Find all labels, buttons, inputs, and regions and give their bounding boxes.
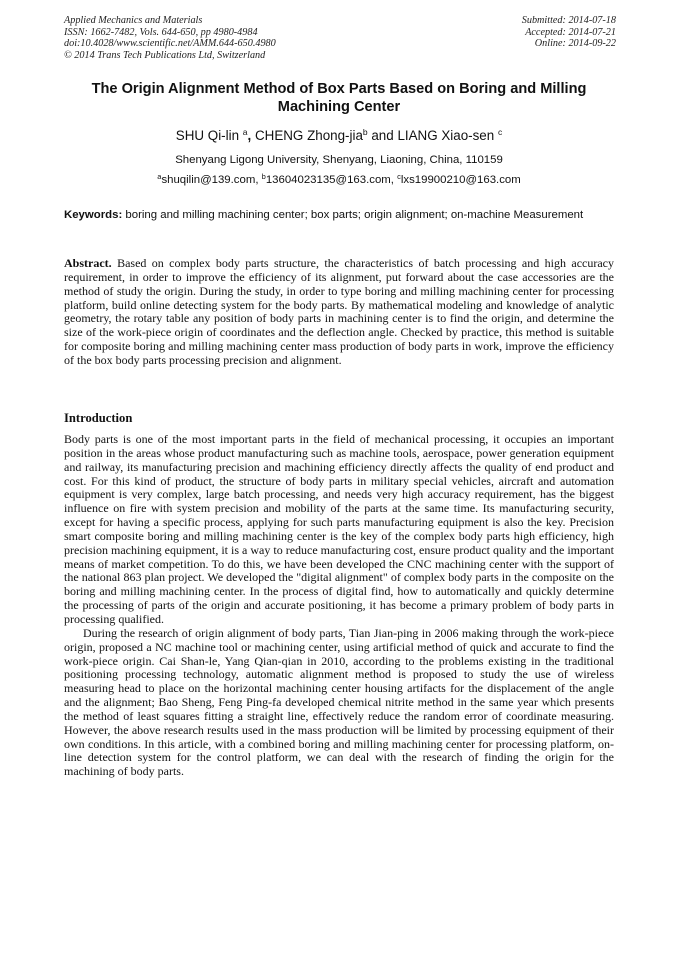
copyright-line: © 2014 Trans Tech Publications Ltd, Switzerland <box>64 49 266 61</box>
keywords-label: Keywords: <box>64 209 123 221</box>
submitted-date: Submitted: 2014-07-18 <box>521 15 616 26</box>
abstract-block <box>64 257 614 368</box>
email-superscript: c <box>397 172 401 181</box>
author-conjunction: and <box>371 128 394 143</box>
email-address: shuqilin@139.com, <box>161 174 259 186</box>
accepted-date: Accepted: 2014-07-21 <box>525 26 616 38</box>
doi-line: doi:10.4028/www.scientific.net/AMM.644-650.4980 <box>64 38 276 50</box>
email-superscript: a <box>157 172 162 181</box>
author-list <box>64 128 614 144</box>
author-superscript: a <box>242 127 248 137</box>
affiliation: Shenyang Ligong University, Shenyang, Liaoning, China, 110159 <box>175 154 503 166</box>
email-address: 13604023135@163.com, <box>265 174 394 186</box>
journal-info <box>64 15 276 61</box>
issn-line: ISSN: 1662-7482, Vols. 644-650, pp 4980-4984 <box>64 26 258 38</box>
email-superscript: b <box>261 172 266 181</box>
keywords-block <box>64 208 614 222</box>
author-name: CHENG Zhong-jia <box>254 128 363 143</box>
keywords-text: boring and milling machining center; box parts; origin alignment; on-machine Measurement <box>125 209 584 221</box>
introduction-heading: Introduction <box>64 411 133 425</box>
online-date: Online: 2014-09-22 <box>534 38 616 50</box>
author-superscript: c <box>497 127 503 137</box>
submission-dates <box>522 15 616 50</box>
author-emails <box>64 173 614 187</box>
paragraph: During the research of origin alignment of body parts, Tian Jian-ping in 2006 making through the work-piece origin, proposed a NC machine tool or machining center, using artificial method of quick and accurate to find the work-piece origin. Cai Shan-le, Yang Qian-qian in 2010, according to the problems existing in the traditional positioning processing technology, automatic alignment method is proposed to study the use of wireless measuring head to place on the horizontal machining center housing artifacts for the displacement of the angle and the alignment; Bao Sheng, Feng Ping-fa developed chemical nitrite method in the same year which presents the method of least squares fitting a straight line, effectively reduce the random error of coordinate measuring. However, the above research results used in the mass production will be limited by processing equipment of their own conditions. In this article, with a combined boring and milling machining center for processing platform, on-line detection system for the control platform, we can deal with the research of finding the origin for the machining of body parts. <box>64 625 614 779</box>
author-name: SHU Qi-lin <box>175 128 240 143</box>
journal-name: Applied Mechanics and Materials <box>64 15 203 26</box>
abstract-label: Abstract. <box>64 256 112 270</box>
paper-title: The Origin Alignment Method of Box Parts Based on Boring and Milling Machining Center <box>91 81 587 115</box>
author-separator: , <box>247 128 252 143</box>
introduction-body <box>64 433 614 779</box>
paragraph: Body parts is one of the most important parts in the field of mechanical processing, it occupies an important position in the areas whose product manufacturing such as machine tools, aerospace, power generation equipment and railway, its manufacturing precision and machining efficiency directly affects the quality of end product and cost. For this kind of product, the structure of body parts in military special vehicles, aircraft and automation equipment is very complex, large batch processing, and needs very high accuracy requirement, has the biggest influence on fire with system precision and mobility of the parts at the same time. Its manufacturing security, except for having a specific process, applying for such parts manufacturing equipment is also the key. Precision smart composite boring and milling machining center is the key of the complex body parts high efficiency, high precision machining equipment, it is a way to reduce manufacturing cost, ensure product quality and the important means of market competition. To do this, we have been developed the CNC machining center with the support of the national 863 plan project. We developed the "digital alignment" of complex body parts in the composite on the boring and milling machining center. In the process of digital find, how to automatically and quickly determine the processing of parts of the origin and accurate positioning, it has become a primary problem of body parts in processing qualified. <box>64 432 614 626</box>
author-superscript: b <box>362 127 368 137</box>
author-name: LIANG Xiao-sen <box>397 128 495 143</box>
email-address: lxs19900210@163.com <box>400 174 521 186</box>
abstract-text: Based on complex body parts structure, the characteristics of batch processing and high accuracy requirement, in order to improve the efficiency of its alignment, put forward about the case accessories are the method of study the origin. During the study, in order to type boring and milling machining center for processing platform, build online detecting system for the body parts. By mathematical modeling and knowledge of analytic geometry, the rotary table any position of body parts in machining center is to find the origin, and determine the size of the work-piece origin of coordinates and the deflection angle. Checked by practice, this method is suitable for composite boring and milling machining center mass production of body parts in work, improve the efficiency of the box body parts processing precision and alignment. <box>64 256 615 367</box>
